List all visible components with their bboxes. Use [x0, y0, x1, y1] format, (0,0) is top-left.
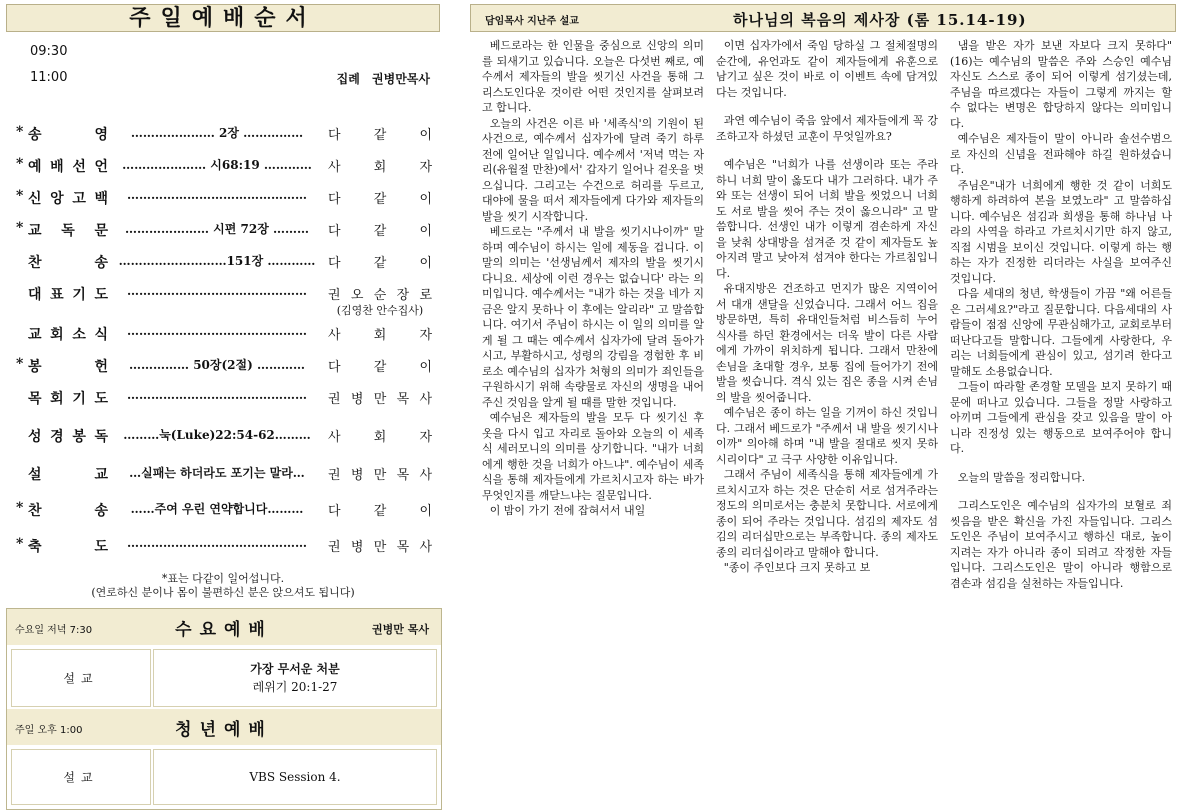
officiant-label: 집례 권병만목사: [336, 72, 430, 86]
wednesday-sermon-cell: [153, 649, 437, 707]
order-detail: ………………………151장 …………: [118, 254, 316, 268]
order-leader: 권 오 순 장 로: [328, 288, 432, 303]
order-row: [6, 386, 440, 410]
order-row: [6, 354, 440, 378]
order-star: *: [16, 156, 24, 172]
order-name: 찬 송: [28, 255, 108, 271]
order-row: [6, 534, 440, 558]
order-leader: 권 병 만 목 사: [328, 392, 432, 407]
order-name: 성 경 봉 독: [28, 429, 108, 445]
order-row: [6, 218, 440, 242]
order-detail: ……주여 우린 연약합니다………: [130, 502, 304, 516]
wednesday-sermon-title: 가장 무서운 처분: [250, 662, 340, 676]
order-row: [6, 424, 440, 448]
youth-sermon-label: 설교: [63, 770, 99, 785]
sermon-panel: [470, 4, 1174, 808]
order-detail: …실패는 하더라도 포기는 말라…: [129, 466, 305, 480]
order-row: [6, 250, 440, 274]
youth-sermon-cell: [153, 749, 437, 805]
order-detail: ………눅(Luke)22:54-62………: [123, 428, 311, 442]
order-name: 예 배 선 언: [28, 159, 108, 175]
order-row: [6, 282, 440, 317]
seating-note: (연로하신 분이나 몸이 불편하신 분은 앉으셔도 됩니다): [91, 586, 355, 599]
order-detail: ………………………………………: [127, 188, 307, 202]
sermon-paragraph: 예수님은 제자들이 말이 아니라 솔선수범으로 자신의 신념을 전파해야 하길 원하셨습니다.: [950, 132, 1172, 176]
sermon-paragraph: "종이 주인보다 크지 못하고 보: [723, 561, 871, 574]
sermon-column-1: [482, 38, 704, 808]
order-name: 신 앙 고 백: [28, 191, 108, 207]
wednesday-sermon-ref: 레위기 20:1-27: [252, 680, 338, 694]
wednesday-officiant: 권병만 목사: [372, 623, 429, 636]
youth-sermon-label-cell: [11, 749, 151, 805]
service-time-2: 11:00: [30, 70, 68, 85]
order-star: *: [16, 220, 24, 236]
order-name: 교 회 소 식: [28, 327, 108, 343]
order-star: *: [16, 124, 24, 140]
order-star: *: [16, 536, 24, 552]
order-row: [6, 122, 440, 146]
weekly-services-box: [6, 608, 442, 810]
sermon-paragraph: 주님은"내가 너희에게 행한 것 같이 너희도 행하게 하려하여 본을 보였노라" 고 말씀하십니다. 예수님은 섬김과 희생을 통해 하나님 나라의 사역을 하라고 가르치시기만 하지 않고, 직접 시범을 보이신 것입니다. 이렇게 하는 행하는 자가 진정한 리더라는 사실을 보여주신 것입니다.: [950, 178, 1172, 285]
order-row: [6, 322, 440, 346]
sermon-paragraph: 예수님은 제자들의 발을 모두 다 씻기신 후 옷을 다시 입고 자리로 돌아와 오늘의 이 세족식 세러모니의 의미를 상기합니다. "내가 너희에게 행한 것을 너희가 아느냐". 예수님이 세족식을 통해 제자들에게 가르치시고자 하는 바가 무엇인지를 깨닫느냐는 질문입니다.: [482, 411, 704, 502]
sermon-paragraph: 유대지방은 건조하고 먼지가 많은 지역이어서 대개 샌달을 신었습니다. 그래서 어느 집을 방문하면, 특히 유대인들처럼 비스듬히 누어 식사를 하던 환경에서는 더욱 발이 다른 사람에게 가까이 위치하게 됩니다. 그래서 만찬에 손님을 초대할 경우, 보통 집에 들어가기 전에 발을 씻습니다. 격식 있는 집은 종을 시켜 손님의 발을 씻어줍니다.: [716, 282, 938, 404]
sermon-paragraph: 베드로는 "주께서 내 발을 씻기시나이까" 말하며 예수님이 하시는 일에 제동을 겁니다. 이 말의 의미는 '선생님께서 제자의 발을 씻기시다니요. 세상에 이런 경우는 없습니다' 라는 의미입니다. 예수께서는 "내가 하는 것을 네가 지금은 알지 못하나 이 후에는 알리라" 고 말씀합니다. 여기서 주님이 하시는 이 일의 의미를 알게 될 그 때는 예수께서 십자가에 달려 돌아가시고, 부활하시고, 성령의 강림을 경험한 후 비로소 예수님의 십자가 처형의 의미가 죄인들을 구원하시기 위해 속량물로 자신의 생명을 내어 주신 것임을 알게 될 때를 말한 것입니다.: [482, 225, 704, 409]
sermon-paragraph: 그래서 주님이 세족식을 통해 제자들에게 가르치시고자 하는 것은 단순히 서로 섬겨주라는 정도의 의미로서는 충분치 못합니다. 서로에게 종이 되어 주라는 것입니다. 섬김의 제자도 섬김의 리더십만으로는 부족합니다. 종의 제자도 종의 리더십이라고 말해야 합니다.: [716, 468, 938, 559]
sermon-paragraph: 이면 십자가에서 죽임 당하실 그 절체절명의 순간에, 유언과도 같이 제자들에게 유훈으로 남기고 싶은 것이 바로 이 이벤트 속에 담겨있다는 것입니다.: [716, 39, 938, 99]
standing-note: *표는 다같이 일어섭니다.: [161, 572, 285, 585]
sermon-paragraph: 이 밤이 가기 전에 잡혀서서 내일: [489, 504, 646, 517]
order-detail: ………………… 2장 ……………: [130, 126, 304, 140]
order-star: *: [16, 500, 24, 516]
wednesday-title: 수요예배: [175, 620, 273, 640]
order-star: *: [16, 188, 24, 204]
wednesday-sermon-label: 설교: [63, 671, 99, 686]
order-name: 송 영: [28, 127, 108, 143]
order-leader: 다 같 이: [328, 224, 432, 239]
sermon-paragraph: 그리스도인은 예수님의 십자가의 보혈로 죄 씻음을 받은 확신을 가진 자들입니다. 그리스도인은 주님이 보여주시고 행하신 대로, 높이지려는 자가 아니라 종이 되려고 작정한 자들입니다. 그리스도인은 말이 아니라 행함으로 겸손과 섬김을 실천하는 자들입니다.: [950, 499, 1172, 590]
sermon-tag: 담임목사 지난주 설교: [485, 16, 579, 27]
sermon-column-2: [716, 38, 938, 808]
order-name: 목 회 기 도: [28, 391, 108, 407]
wednesday-time: 수요일 저녁 7:30: [15, 625, 93, 636]
sermon-paragraph: 냄을 받은 자가 보낸 자보다 크지 못하다"(16)는 예수님의 말씀은 주와 스승인 예수님 자신도 스스로 종이 되어 이렇게 섬기셨는데, 주님을 따르겠다는 자들이 그렇게 까지는 할 수 없다는 변명은 합당하지 않다는 의미입니다.: [950, 39, 1172, 130]
sermon-paragraph: 그들이 따라할 존경할 모델을 보지 못하기 때문에 떠나고 있습니다. 그들을 정말 사랑하고 아끼며 그들에게 관심을 갖고 있음을 말이 아니라 진정성 있는 행동으로 보여주어야 합니다.: [950, 380, 1172, 455]
youth-sermon-title: VBS Session 4.: [249, 770, 341, 784]
order-leader-sub: (김영찬 안수집사): [336, 304, 424, 317]
order-leader: 사 회 자: [328, 160, 432, 175]
sermon-title: 하나님의 복음의 제사장 (롬 15.14-19): [733, 11, 1027, 29]
sermon-header: [470, 4, 1176, 32]
order-detail: ………………………………………: [127, 284, 307, 298]
order-name: 찬 송: [28, 503, 108, 519]
order-leader: 다 같 이: [328, 504, 432, 519]
order-leader: 권 병 만 목 사: [328, 468, 432, 483]
order-leader: 다 같 이: [328, 360, 432, 375]
order-name: 교 독 문: [28, 223, 108, 239]
order-name: 설 교: [28, 467, 108, 483]
order-name: 봉 헌: [28, 359, 108, 375]
sermon-paragraph: 다음 세대의 청년, 학생들이 가끔 "왜 어른들은 그러세요?"라고 질문합니다. 다음세대의 사람들이 점점 신앙에 무관심해가고, 교회로부터 떠난다고들 말합니다. 그들에게 사랑한다, 우리는 너희들에게 관심이 있고, 섬기려 한다고 말해도 소용없습니다.: [950, 287, 1172, 378]
order-row: [6, 462, 440, 486]
order-leader: 다 같 이: [328, 256, 432, 271]
order-detail: ………………………………………: [127, 324, 307, 338]
wednesday-service-header: [7, 609, 441, 645]
sermon-column-3: [950, 38, 1172, 808]
order-row: [6, 498, 440, 522]
order-row: [6, 186, 440, 210]
service-time-1: 09:30: [30, 44, 68, 59]
sermon-paragraph: 오늘의 사건은 이른 바 '세족식'의 기원이 된 사건으로, 예수께서 십자가에 달려 죽기 하루 전에 일어난 일입니다. 예수께서 '저녁 먹는 자리(유월절 만찬)에서' 갑자기 일어나 겉옷을 벗으십니다. 그리고는 수건으로 허리를 두르고, 대야에 물을 떠서 제자들에게 다가와 제자들의 발을 씻기 시작합니다.: [482, 116, 704, 223]
sermon-paragraph: 과연 예수님이 죽음 앞에서 제자들에게 꼭 강조하고자 하셨던 교훈이 무엇일까요?: [716, 114, 938, 143]
sermon-paragraph: 예수님은 종이 하는 일을 기꺼이 하신 것입니다. 그래서 베드로가 "주께서 내 발을 씻기시나이까" 의아해 하며 "내 발을 절대로 씻지 못하시리이다" 고 극구 사양한 이유입니다.: [716, 406, 938, 466]
worship-order-title: 주일예배순서: [6, 4, 440, 32]
sermon-paragraph: 예수님은 "너희가 나를 선생이라 또는 주라 하니 너희 말이 옳도다 내가 그러하다. 내가 주와 또는 선생이 되어 너희 발을 씻었으니 너희도 서로 발을 씻어 주는 것이 옳으니라" 고 말씀합니다. 선생인 내가 이렇게 겸손하게 자신을 낮춰 상대방을 섬겨준 것 같이 제자들도 높아지려 말고 낮아져 섬겨야 한다는 가르침입니다.: [716, 158, 938, 280]
youth-service-header: [7, 709, 441, 745]
order-detail: …………… 50장(2절) …………: [129, 358, 305, 372]
order-detail: ………………………………………: [127, 536, 307, 550]
order-detail: ………………………………………: [127, 388, 307, 402]
youth-time: 주일 오후 1:00: [15, 725, 83, 736]
order-name: 대 표 기 도: [28, 287, 108, 303]
sermon-paragraph: 베드로라는 한 인물을 중심으로 신앙의 의미를 되새기고 있습니다. 오늘은 다섯번 째로, 예수께서 제자들의 발을 씻기신 사건을 통해 그리스도인다운 것이란 어떤 것인지를 살펴보려고 합니다.: [482, 39, 704, 114]
wednesday-sermon-label-cell: [11, 649, 151, 707]
order-leader: 다 같 이: [328, 128, 432, 143]
worship-order-panel: [6, 4, 440, 808]
order-leader: 권 병 만 목 사: [328, 540, 432, 555]
order-name: 축 도: [28, 539, 108, 555]
order-leader: 사 회 자: [328, 328, 432, 343]
order-row: [6, 154, 440, 178]
order-detail: ………………… 시68:19 …………: [122, 158, 312, 172]
order-leader: 다 같 이: [328, 192, 432, 207]
order-detail: ………………… 시편 72장 ………: [124, 222, 309, 236]
order-leader: 사 회 자: [328, 430, 432, 445]
order-star: *: [16, 356, 24, 372]
sermon-paragraph: 오늘의 말씀을 정리합니다.: [957, 470, 1086, 484]
youth-title: 청년예배: [175, 720, 273, 740]
